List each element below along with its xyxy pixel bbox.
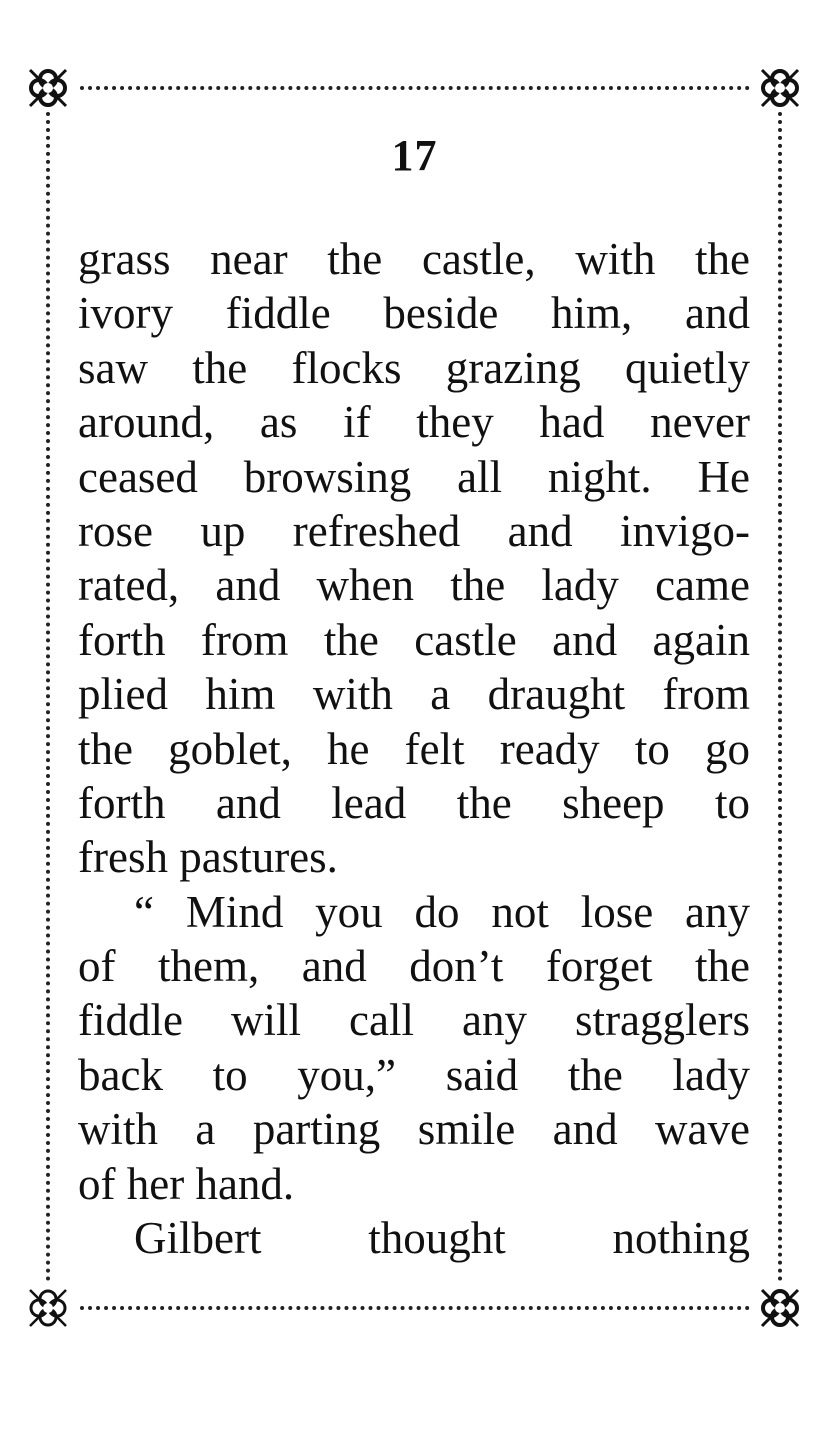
text-line: rose up refreshed and invigo-	[78, 505, 750, 556]
text-line: fresh pastures.	[78, 832, 338, 883]
text-line: ceased browsing all night. He	[78, 451, 750, 502]
text-line: plied him with a draught from	[78, 669, 750, 720]
body-text	[78, 232, 750, 1265]
text-line: with a parting smile and wave	[78, 1104, 750, 1155]
text-line: fiddle will call any stragglers	[78, 995, 750, 1046]
text-line: back to you,” said the lady	[78, 1049, 750, 1100]
text-line: of them, and don’t forget the	[78, 941, 750, 992]
text-line: Gilbert thought nothing	[134, 1213, 750, 1264]
text-line: around, as if they had never	[78, 397, 750, 448]
text-line: forth from the castle and again	[78, 614, 750, 665]
top-dotted-border	[80, 86, 750, 90]
right-dotted-border	[778, 112, 782, 1282]
corner-ornament-icon	[756, 64, 804, 112]
text-line: rated, and when the lady came	[78, 560, 750, 611]
text-line: forth and lead the sheep to	[78, 777, 750, 828]
text-line: of her hand.	[78, 1158, 295, 1209]
text-line: “ Mind you do not lose any	[134, 886, 750, 937]
corner-ornament-icon	[756, 1284, 804, 1332]
corner-ornament-icon	[24, 1284, 72, 1332]
page-number: 17	[391, 131, 438, 180]
bottom-dotted-border	[80, 1306, 750, 1310]
text-line: the goblet, he felt ready to go	[78, 723, 750, 774]
corner-ornament-icon	[24, 64, 72, 112]
text-line: saw the flocks grazing quietly	[78, 342, 750, 393]
text-line: ivory fiddle beside him, and	[78, 288, 750, 339]
text-line: grass near the castle, with the	[78, 234, 750, 284]
left-dotted-border	[46, 112, 50, 1282]
